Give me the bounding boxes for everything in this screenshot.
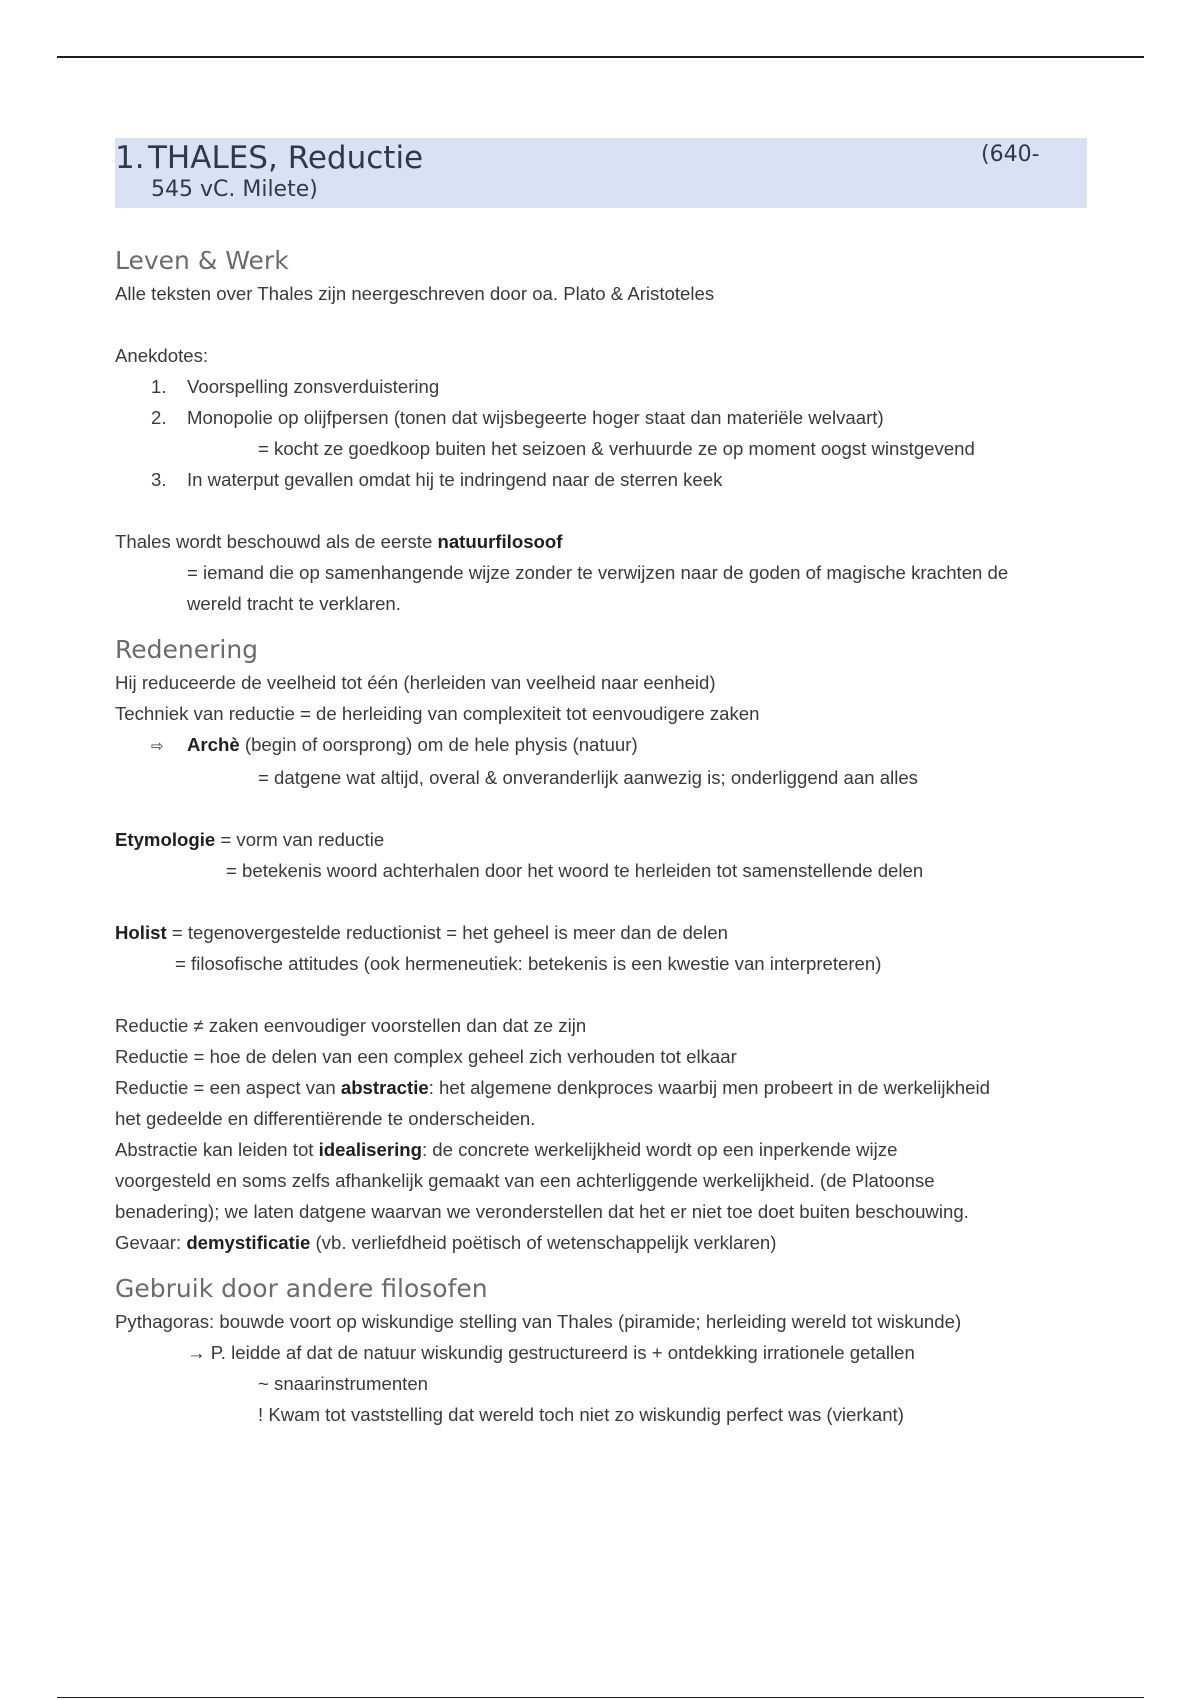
title-dates-part1: (640- bbox=[981, 142, 1040, 167]
pythagoras-snaar-line: ~ snaarinstrumenten bbox=[258, 1373, 429, 1394]
list-item: 1. Voorspelling zonsverduistering bbox=[151, 376, 440, 397]
reductie-line-3: Reductie = een aspect van abstractie: het algemene denkproces waarbij men probeert in de werkelijkheid bbox=[115, 1077, 990, 1098]
footer-rule bbox=[57, 1697, 1144, 1698]
section-heading-redenering: Redenering bbox=[115, 635, 259, 664]
section-heading-leven: Leven & Werk bbox=[115, 246, 289, 275]
holist-line: Holist = tegenovergestelde reductionist = het geheel is meer dan de delen bbox=[115, 922, 728, 943]
list-item-sub: = kocht ze goedkoop buiten het seizoen & verhuurde ze op moment oogst winstgevend bbox=[258, 438, 975, 459]
etymologie-definition: = betekenis woord achterhalen door het woord te herleiden tot samenstellende delen bbox=[226, 860, 924, 881]
arche-line: ⇨ Archè (begin of oorsprong) om de hele physis (natuur) bbox=[115, 729, 1087, 762]
etymologie-line: Etymologie = vorm van reductie bbox=[115, 829, 385, 850]
abstractie-line-1: Abstractie kan leiden tot idealisering: de concrete werkelijkheid wordt op een inperkende wijze bbox=[115, 1139, 898, 1160]
abstractie-line-3: benadering); we laten datgene waarvan we veronderstellen dat het er niet toe doet buiten beschouwing. bbox=[115, 1201, 969, 1222]
list-item: 3. In waterput gevallen omdat hij te indringend naar de sterren keek bbox=[151, 469, 723, 490]
arrow-icon: ⇨ bbox=[151, 738, 164, 755]
section-heading-gebruik: Gebruik door andere filosofen bbox=[115, 1274, 488, 1303]
gevaar-line: Gevaar: demystificatie (vb. verliefdheid poëtisch of wetenschappelijk verklaren) bbox=[115, 1232, 777, 1253]
pythagoras-arrow-line: → P. leidde af dat de natuur wiskundig gestructureerd is + ontdekking irrationele getallen bbox=[187, 1342, 915, 1363]
reductie-line-3b: het gedeelde en differentiërende te onderscheiden. bbox=[115, 1108, 536, 1129]
pythagoras-kwam-line: ! Kwam tot vaststelling dat wereld toch niet zo wiskundig perfect was (vierkant) bbox=[258, 1404, 904, 1425]
pythagoras-line: Pythagoras: bouwde voort op wiskundige stelling van Thales (piramide; herleiding wereld tot wiskunde) bbox=[115, 1311, 962, 1332]
natuurfilosoof-line: Thales wordt beschouwd als de eerste natuurfilosoof bbox=[115, 531, 563, 552]
reductie-line-1: Reductie ≠ zaken eenvoudiger voorstellen dan dat ze zijn bbox=[115, 1015, 587, 1036]
title-dates-part2: 545 vC. Milete) bbox=[151, 177, 318, 202]
document-page bbox=[115, 138, 1087, 1430]
title-heading bbox=[115, 138, 1087, 208]
arche-definition: = datgene wat altijd, overal & onveranderlijk aanwezig is; onderliggend aan alles bbox=[258, 767, 918, 788]
title-name: THALES, Reductie bbox=[148, 140, 424, 176]
abstractie-line-2: voorgesteld en soms zelfs afhankelijk gemaakt van een achterliggende werkelijkheid. (de Platoonse bbox=[115, 1170, 935, 1191]
holist-definition: = filosofische attitudes (ook hermeneutiek: betekenis is een kwestie van interpreteren) bbox=[175, 953, 882, 974]
natuurfilosoof-definition-2: wereld tracht te verklaren. bbox=[187, 593, 401, 614]
redenering-line-2: Techniek van reductie = de herleiding van complexiteit tot eenvoudigere zaken bbox=[115, 703, 760, 724]
natuurfilosoof-definition-1: = iemand die op samenhangende wijze zonder te verwijzen naar de goden of magische krachten de bbox=[187, 562, 1009, 583]
title-number: 1. bbox=[115, 140, 145, 176]
redenering-line-1: Hij reduceerde de veelheid tot één (herleiden van veelheid naar eenheid) bbox=[115, 672, 716, 693]
reductie-line-2: Reductie = hoe de delen van een complex geheel zich verhouden tot elkaar bbox=[115, 1046, 737, 1067]
anekdotes-label: Anekdotes: bbox=[115, 345, 209, 366]
header-rule bbox=[57, 56, 1144, 58]
leven-intro: Alle teksten over Thales zijn neergeschreven door oa. Plato & Aristoteles bbox=[115, 283, 715, 304]
list-item: 2. Monopolie op olijfpersen (tonen dat wijsbegeerte hoger staat dan materiële welvaart) bbox=[151, 407, 884, 428]
title-line-1 bbox=[115, 140, 1087, 176]
